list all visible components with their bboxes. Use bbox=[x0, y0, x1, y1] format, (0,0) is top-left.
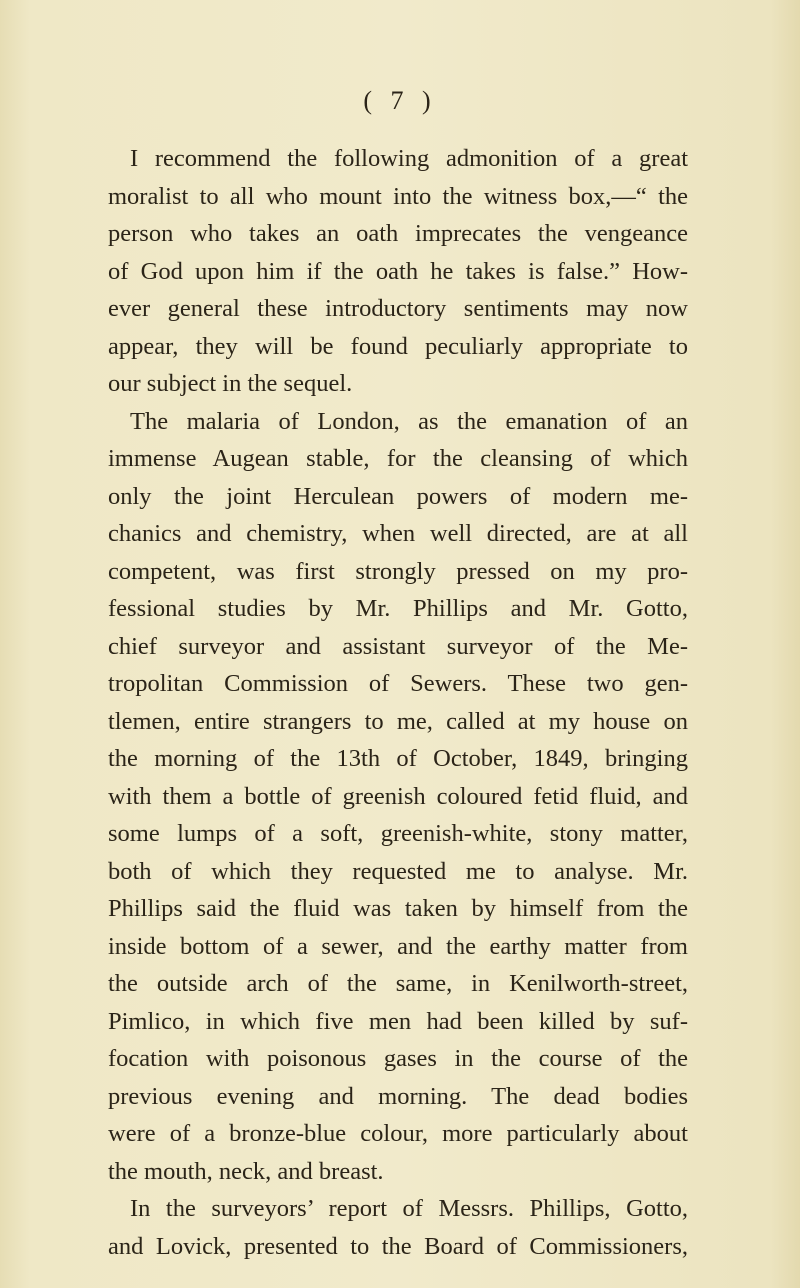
text-line: tlemen, entire strangers to me, called at my house on bbox=[108, 707, 688, 735]
text-line: I recommend the following admonition of a great bbox=[130, 145, 688, 172]
text-line: and Lovick, presented to the Board of Commissioners, bbox=[108, 1232, 688, 1260]
text-line: appear, they will be found peculiarly appropriate to bbox=[108, 332, 688, 360]
text-line: moralist to all who mount into the witness box,—“ the bbox=[108, 182, 688, 210]
text-line: the outside arch of the same, in Kenilworth-street, bbox=[108, 970, 688, 997]
text-line: person who takes an oath imprecates the vengeance bbox=[108, 220, 688, 247]
text-line: chief surveyor and assistant surveyor of the Me- bbox=[108, 632, 688, 660]
text-line: our subject in the sequel. bbox=[108, 370, 353, 397]
text-line: The malaria of London, as the emanation of an bbox=[130, 407, 688, 435]
text-line: Phillips said the fluid was taken by himself from the bbox=[108, 895, 688, 922]
text-line: In the surveyors’ report of Messrs. Phillips, Gotto, bbox=[130, 1195, 688, 1222]
text-line: were of a bronze-blue colour, more particularly about bbox=[108, 1120, 688, 1147]
text-line: fessional studies by Mr. Phillips and Mr. Gotto, bbox=[108, 595, 688, 622]
text-line: ever general these introductory sentiments may now bbox=[108, 295, 688, 322]
text-line: immense Augean stable, for the cleansing of which bbox=[108, 445, 688, 472]
text-line: some lumps of a soft, greenish-white, stony matter, bbox=[108, 820, 688, 847]
text-line: the morning of the 13th of October, 1849, bringing bbox=[108, 745, 688, 772]
text-line: both of which they requested me to analyse. Mr. bbox=[108, 857, 688, 885]
body-text bbox=[108, 140, 688, 1265]
text-line: previous evening and morning. The dead bodies bbox=[108, 1082, 688, 1110]
text-line: Pimlico, in which five men had been killed by suf- bbox=[108, 1007, 688, 1035]
text-line: competent, was first strongly pressed on my pro- bbox=[108, 557, 688, 585]
text-line: the mouth, neck, and breast. bbox=[108, 1157, 384, 1185]
text-line: inside bottom of a sewer, and the earthy matter from bbox=[108, 932, 688, 960]
text-line: only the joint Herculean powers of modern me- bbox=[108, 482, 688, 510]
text-line: with them a bottle of greenish coloured fetid fluid, and bbox=[108, 782, 688, 810]
page-number: ( 7 ) bbox=[363, 86, 437, 115]
text-line: focation with poisonous gases in the course of the bbox=[108, 1045, 688, 1072]
text-line: of God upon him if the oath he takes is false.” How- bbox=[108, 257, 688, 285]
text-line: tropolitan Commission of Sewers. These two gen- bbox=[108, 670, 688, 697]
text-line: chanics and chemistry, when well directed, are at all bbox=[108, 520, 688, 547]
